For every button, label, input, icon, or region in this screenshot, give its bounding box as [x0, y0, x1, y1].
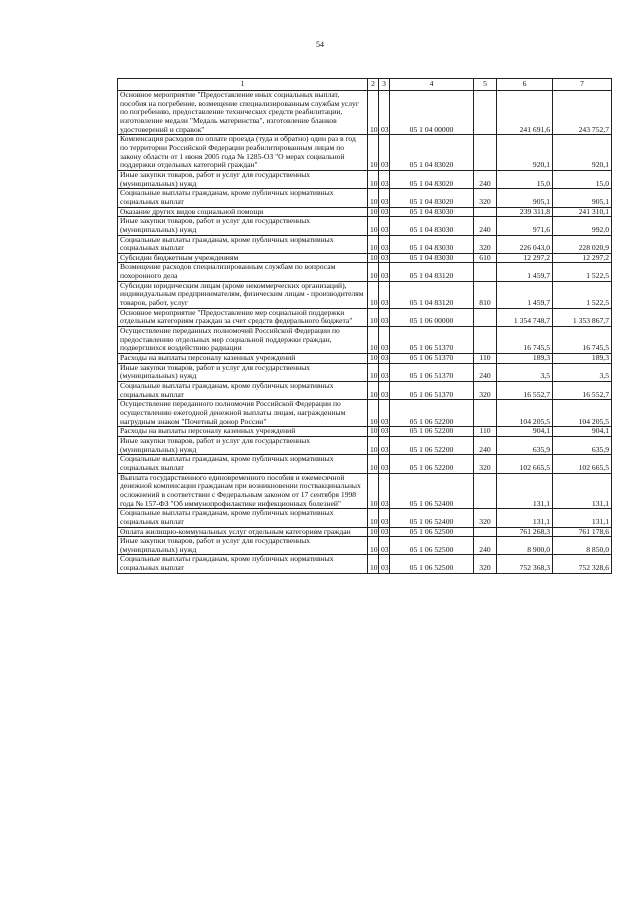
target-article-code: 05 1 06 52200 [390, 400, 474, 427]
subsection-code: 03 [379, 427, 390, 437]
table-row [118, 235, 612, 253]
table-row [118, 509, 612, 527]
target-article-code: 05 1 06 51370 [390, 382, 474, 400]
expense-name: Основное мероприятие "Предоставление мер социальной поддержки отдельным категориям граждан за счет средств федерального бюджета" [118, 308, 368, 326]
table-row [118, 91, 612, 135]
expense-type-code: 320 [474, 555, 497, 573]
subsection-code: 03 [379, 354, 390, 364]
amount-year-1: 635,9 [497, 436, 553, 454]
expense-type-code [474, 527, 497, 537]
expense-type-code: 240 [474, 436, 497, 454]
target-article-code: 05 1 06 52400 [390, 509, 474, 527]
subsection-code: 03 [379, 327, 390, 354]
expense-name: Возмещение расходов специализированным службам по вопросам похоронного дела [118, 263, 368, 281]
expense-type-code [474, 308, 497, 326]
amount-year-1: 15,0 [497, 170, 553, 188]
section-code: 10 [368, 189, 379, 207]
amount-year-1: 1 459,7 [497, 281, 553, 308]
amount-year-2: 131,1 [553, 473, 612, 509]
expense-type-code: 320 [474, 509, 497, 527]
table-row [118, 455, 612, 473]
amount-year-2: 1 522,5 [553, 281, 612, 308]
header-cell: 3 [379, 79, 390, 91]
target-article-code: 05 1 06 52500 [390, 527, 474, 537]
amount-year-2: 920,1 [553, 135, 612, 171]
subsection-code: 03 [379, 509, 390, 527]
expense-type-code: 240 [474, 170, 497, 188]
amount-year-2: 16 552,7 [553, 382, 612, 400]
subsection-code: 03 [379, 189, 390, 207]
header-row [118, 79, 612, 91]
amount-year-2: 8 850,0 [553, 537, 612, 555]
expense-type-code [474, 135, 497, 171]
expense-type-code [474, 91, 497, 135]
expense-name: Компенсация расходов по оплате проезда (туда и обратно) один раз в год по территории Российской Федерации реабилитированным лицам по закону области от 1 июня 2005 года № 1285-ОЗ "О мерах социальной поддержки отдельных категорий граждан" [118, 135, 368, 171]
section-code: 10 [368, 327, 379, 354]
amount-year-2: 243 752,7 [553, 91, 612, 135]
amount-year-1: 104 205,5 [497, 400, 553, 427]
target-article-code: 05 1 06 52500 [390, 555, 474, 573]
amount-year-1: 8 900,0 [497, 537, 553, 555]
table-row [118, 363, 612, 381]
amount-year-2: 104 205,5 [553, 400, 612, 427]
amount-year-1: 761 268,3 [497, 527, 553, 537]
subsection-code: 03 [379, 436, 390, 454]
subsection-code: 03 [379, 91, 390, 135]
amount-year-2: 15,0 [553, 170, 612, 188]
section-code: 10 [368, 354, 379, 364]
table-row [118, 354, 612, 364]
expense-type-code: 240 [474, 363, 497, 381]
expense-type-code [474, 207, 497, 217]
amount-year-1: 226 043,0 [497, 235, 553, 253]
subsection-code: 03 [379, 217, 390, 235]
section-code: 10 [368, 382, 379, 400]
amount-year-1: 905,1 [497, 189, 553, 207]
expense-name: Оплата жилищно-коммунальных услуг отдельным категориям граждан [118, 527, 368, 537]
target-article-code: 05 1 06 52200 [390, 436, 474, 454]
expense-type-code [474, 400, 497, 427]
amount-year-1: 1 459,7 [497, 263, 553, 281]
table-row [118, 436, 612, 454]
expense-name: Социальные выплаты гражданам, кроме публичных нормативных социальных выплат [118, 455, 368, 473]
amount-year-1: 241 691,6 [497, 91, 553, 135]
target-article-code: 05 1 06 52200 [390, 427, 474, 437]
expense-name: Социальные выплаты гражданам, кроме публичных нормативных социальных выплат [118, 509, 368, 527]
amount-year-1: 189,3 [497, 354, 553, 364]
section-code: 10 [368, 473, 379, 509]
amount-year-2: 241 310,1 [553, 207, 612, 217]
expense-name: Иные закупки товаров, работ и услуг для государственных (муниципальных) нужд [118, 363, 368, 381]
amount-year-1: 16 745,5 [497, 327, 553, 354]
target-article-code: 05 1 06 52400 [390, 473, 474, 509]
expense-name: Иные закупки товаров, работ и услуг для государственных (муниципальных) нужд [118, 436, 368, 454]
table-row [118, 189, 612, 207]
section-code: 10 [368, 253, 379, 263]
expense-name: Социальные выплаты гражданам, кроме публичных нормативных социальных выплат [118, 555, 368, 573]
subsection-code: 03 [379, 473, 390, 509]
section-code: 10 [368, 281, 379, 308]
expense-type-code [474, 263, 497, 281]
expense-name: Иные закупки товаров, работ и услуг для государственных (муниципальных) нужд [118, 170, 368, 188]
subsection-code: 03 [379, 207, 390, 217]
table-row [118, 281, 612, 308]
subsection-code: 03 [379, 527, 390, 537]
target-article-code: 05 1 04 83030 [390, 207, 474, 217]
amount-year-2: 3,5 [553, 363, 612, 381]
amount-year-2: 992,0 [553, 217, 612, 235]
target-article-code: 05 1 06 51370 [390, 354, 474, 364]
table-row [118, 327, 612, 354]
expense-type-code: 610 [474, 253, 497, 263]
expense-name: Оказание других видов социальной помощи [118, 207, 368, 217]
table-row [118, 263, 612, 281]
amount-year-1: 971,6 [497, 217, 553, 235]
amount-year-2: 1 353 867,7 [553, 308, 612, 326]
amount-year-2: 131,1 [553, 509, 612, 527]
target-article-code: 05 1 04 00000 [390, 91, 474, 135]
amount-year-2: 635,9 [553, 436, 612, 454]
expense-name: Расходы на выплаты персоналу казенных учреждений [118, 427, 368, 437]
expense-type-code: 110 [474, 354, 497, 364]
subsection-code: 03 [379, 537, 390, 555]
expense-name: Социальные выплаты гражданам, кроме публичных нормативных социальных выплат [118, 382, 368, 400]
amount-year-2: 16 745,5 [553, 327, 612, 354]
expense-type-code: 320 [474, 455, 497, 473]
expense-name: Основное мероприятие "Предоставление иных социальных выплат, пособия на погребение, возмещение специализированным службам услуг по погребению, предоставление технических средств реабилитации, изготовление медали "Медаль материнства", изготовление бланков удостоверений и справок" [118, 91, 368, 135]
target-article-code: 05 1 06 51370 [390, 363, 474, 381]
amount-year-1: 904,1 [497, 427, 553, 437]
section-code: 10 [368, 135, 379, 171]
section-code: 10 [368, 427, 379, 437]
target-article-code: 05 1 04 83030 [390, 235, 474, 253]
amount-year-1: 239 311,8 [497, 207, 553, 217]
section-code: 10 [368, 455, 379, 473]
section-code: 10 [368, 400, 379, 427]
subsection-code: 03 [379, 363, 390, 381]
amount-year-2: 752 328,6 [553, 555, 612, 573]
expense-type-code: 110 [474, 427, 497, 437]
target-article-code: 05 1 04 83030 [390, 253, 474, 263]
amount-year-2: 761 178,6 [553, 527, 612, 537]
expense-name: Социальные выплаты гражданам, кроме публичных нормативных социальных выплат [118, 189, 368, 207]
target-article-code: 05 1 04 83030 [390, 217, 474, 235]
table-row [118, 170, 612, 188]
amount-year-2: 189,3 [553, 354, 612, 364]
section-code: 10 [368, 217, 379, 235]
amount-year-1: 920,1 [497, 135, 553, 171]
section-code: 10 [368, 527, 379, 537]
section-code: 10 [368, 263, 379, 281]
expense-name: Субсидии юридическим лицам (кроме некоммерческих организаций), индивидуальным предпринимателям, физическим лицам - производителям товаров, работ, услуг [118, 281, 368, 308]
table-row [118, 217, 612, 235]
expense-name: Выплата государственного единовременного пособия и ежемесячной денежной компенсации гражданам при возникновении поствакцинальных осложнений в соответствии с Федеральным законом от 17 сентября 1998 года № 157-ФЗ "Об иммунопрофилактике инфекционных болезней" [118, 473, 368, 509]
subsection-code: 03 [379, 253, 390, 263]
table-body [118, 91, 612, 574]
expense-name: Иные закупки товаров, работ и услуг для государственных (муниципальных) нужд [118, 217, 368, 235]
section-code: 10 [368, 235, 379, 253]
subsection-code: 03 [379, 382, 390, 400]
subsection-code: 03 [379, 281, 390, 308]
expense-name: Иные закупки товаров, работ и услуг для государственных (муниципальных) нужд [118, 537, 368, 555]
target-article-code: 05 1 04 83020 [390, 170, 474, 188]
expense-type-code: 320 [474, 189, 497, 207]
table-row [118, 382, 612, 400]
expense-type-code: 810 [474, 281, 497, 308]
table-row [118, 135, 612, 171]
target-article-code: 05 1 06 51370 [390, 327, 474, 354]
expense-name: Расходы на выплаты персоналу казенных учреждений [118, 354, 368, 364]
subsection-code: 03 [379, 170, 390, 188]
expense-type-code [474, 473, 497, 509]
page-number: 54 [316, 40, 324, 49]
section-code: 10 [368, 170, 379, 188]
amount-year-2: 12 297,2 [553, 253, 612, 263]
section-code: 10 [368, 363, 379, 381]
amount-year-2: 905,1 [553, 189, 612, 207]
section-code: 10 [368, 537, 379, 555]
subsection-code: 03 [379, 235, 390, 253]
amount-year-1: 752 368,3 [497, 555, 553, 573]
section-code: 10 [368, 555, 379, 573]
target-article-code: 05 1 04 83020 [390, 135, 474, 171]
target-article-code: 05 1 06 00000 [390, 308, 474, 326]
subsection-code: 03 [379, 455, 390, 473]
table-row [118, 308, 612, 326]
amount-year-1: 16 552,7 [497, 382, 553, 400]
amount-year-2: 102 665,5 [553, 455, 612, 473]
target-article-code: 05 1 06 52500 [390, 537, 474, 555]
amount-year-1: 12 297,2 [497, 253, 553, 263]
section-code: 10 [368, 436, 379, 454]
table-row [118, 537, 612, 555]
amount-year-2: 904,1 [553, 427, 612, 437]
budget-table [117, 78, 612, 574]
header-cell: 4 [390, 79, 474, 91]
target-article-code: 05 1 04 83120 [390, 281, 474, 308]
amount-year-1: 102 665,5 [497, 455, 553, 473]
expense-type-code: 320 [474, 382, 497, 400]
subsection-code: 03 [379, 555, 390, 573]
header-cell: 1 [118, 79, 368, 91]
amount-year-2: 1 522,5 [553, 263, 612, 281]
expense-type-code: 240 [474, 217, 497, 235]
header-cell: 7 [553, 79, 612, 91]
subsection-code: 03 [379, 308, 390, 326]
table-row [118, 473, 612, 509]
table-row [118, 400, 612, 427]
section-code: 10 [368, 509, 379, 527]
section-code: 10 [368, 207, 379, 217]
amount-year-2: 228 020,9 [553, 235, 612, 253]
amount-year-1: 131,1 [497, 509, 553, 527]
table-row [118, 555, 612, 573]
target-article-code: 05 1 04 83020 [390, 189, 474, 207]
amount-year-1: 1 354 748,7 [497, 308, 553, 326]
expense-type-code: 320 [474, 235, 497, 253]
expense-type-code: 240 [474, 537, 497, 555]
section-code: 10 [368, 308, 379, 326]
amount-year-1: 131,1 [497, 473, 553, 509]
expense-name: Осуществление переданного полномочия Российской Федерации по осуществлению ежегодной денежной выплаты лицам, награжденным нагрудным знаком "Почетный донор России" [118, 400, 368, 427]
target-article-code: 05 1 06 52200 [390, 455, 474, 473]
subsection-code: 03 [379, 400, 390, 427]
section-code: 10 [368, 91, 379, 135]
target-article-code: 05 1 04 83120 [390, 263, 474, 281]
expense-name: Субсидии бюджетным учреждениям [118, 253, 368, 263]
expense-type-code [474, 327, 497, 354]
expense-name: Социальные выплаты гражданам, кроме публичных нормативных социальных выплат [118, 235, 368, 253]
header-cell: 5 [474, 79, 497, 91]
table-row [118, 427, 612, 437]
header-cell: 2 [368, 79, 379, 91]
expense-name: Осуществление переданных полномочий Российской Федерации по предоставлению отдельных мер социальной поддержки граждан, подвергшихся воздействию радиации [118, 327, 368, 354]
subsection-code: 03 [379, 135, 390, 171]
subsection-code: 03 [379, 263, 390, 281]
header-cell: 6 [497, 79, 553, 91]
table-header [118, 79, 612, 91]
amount-year-1: 3,5 [497, 363, 553, 381]
